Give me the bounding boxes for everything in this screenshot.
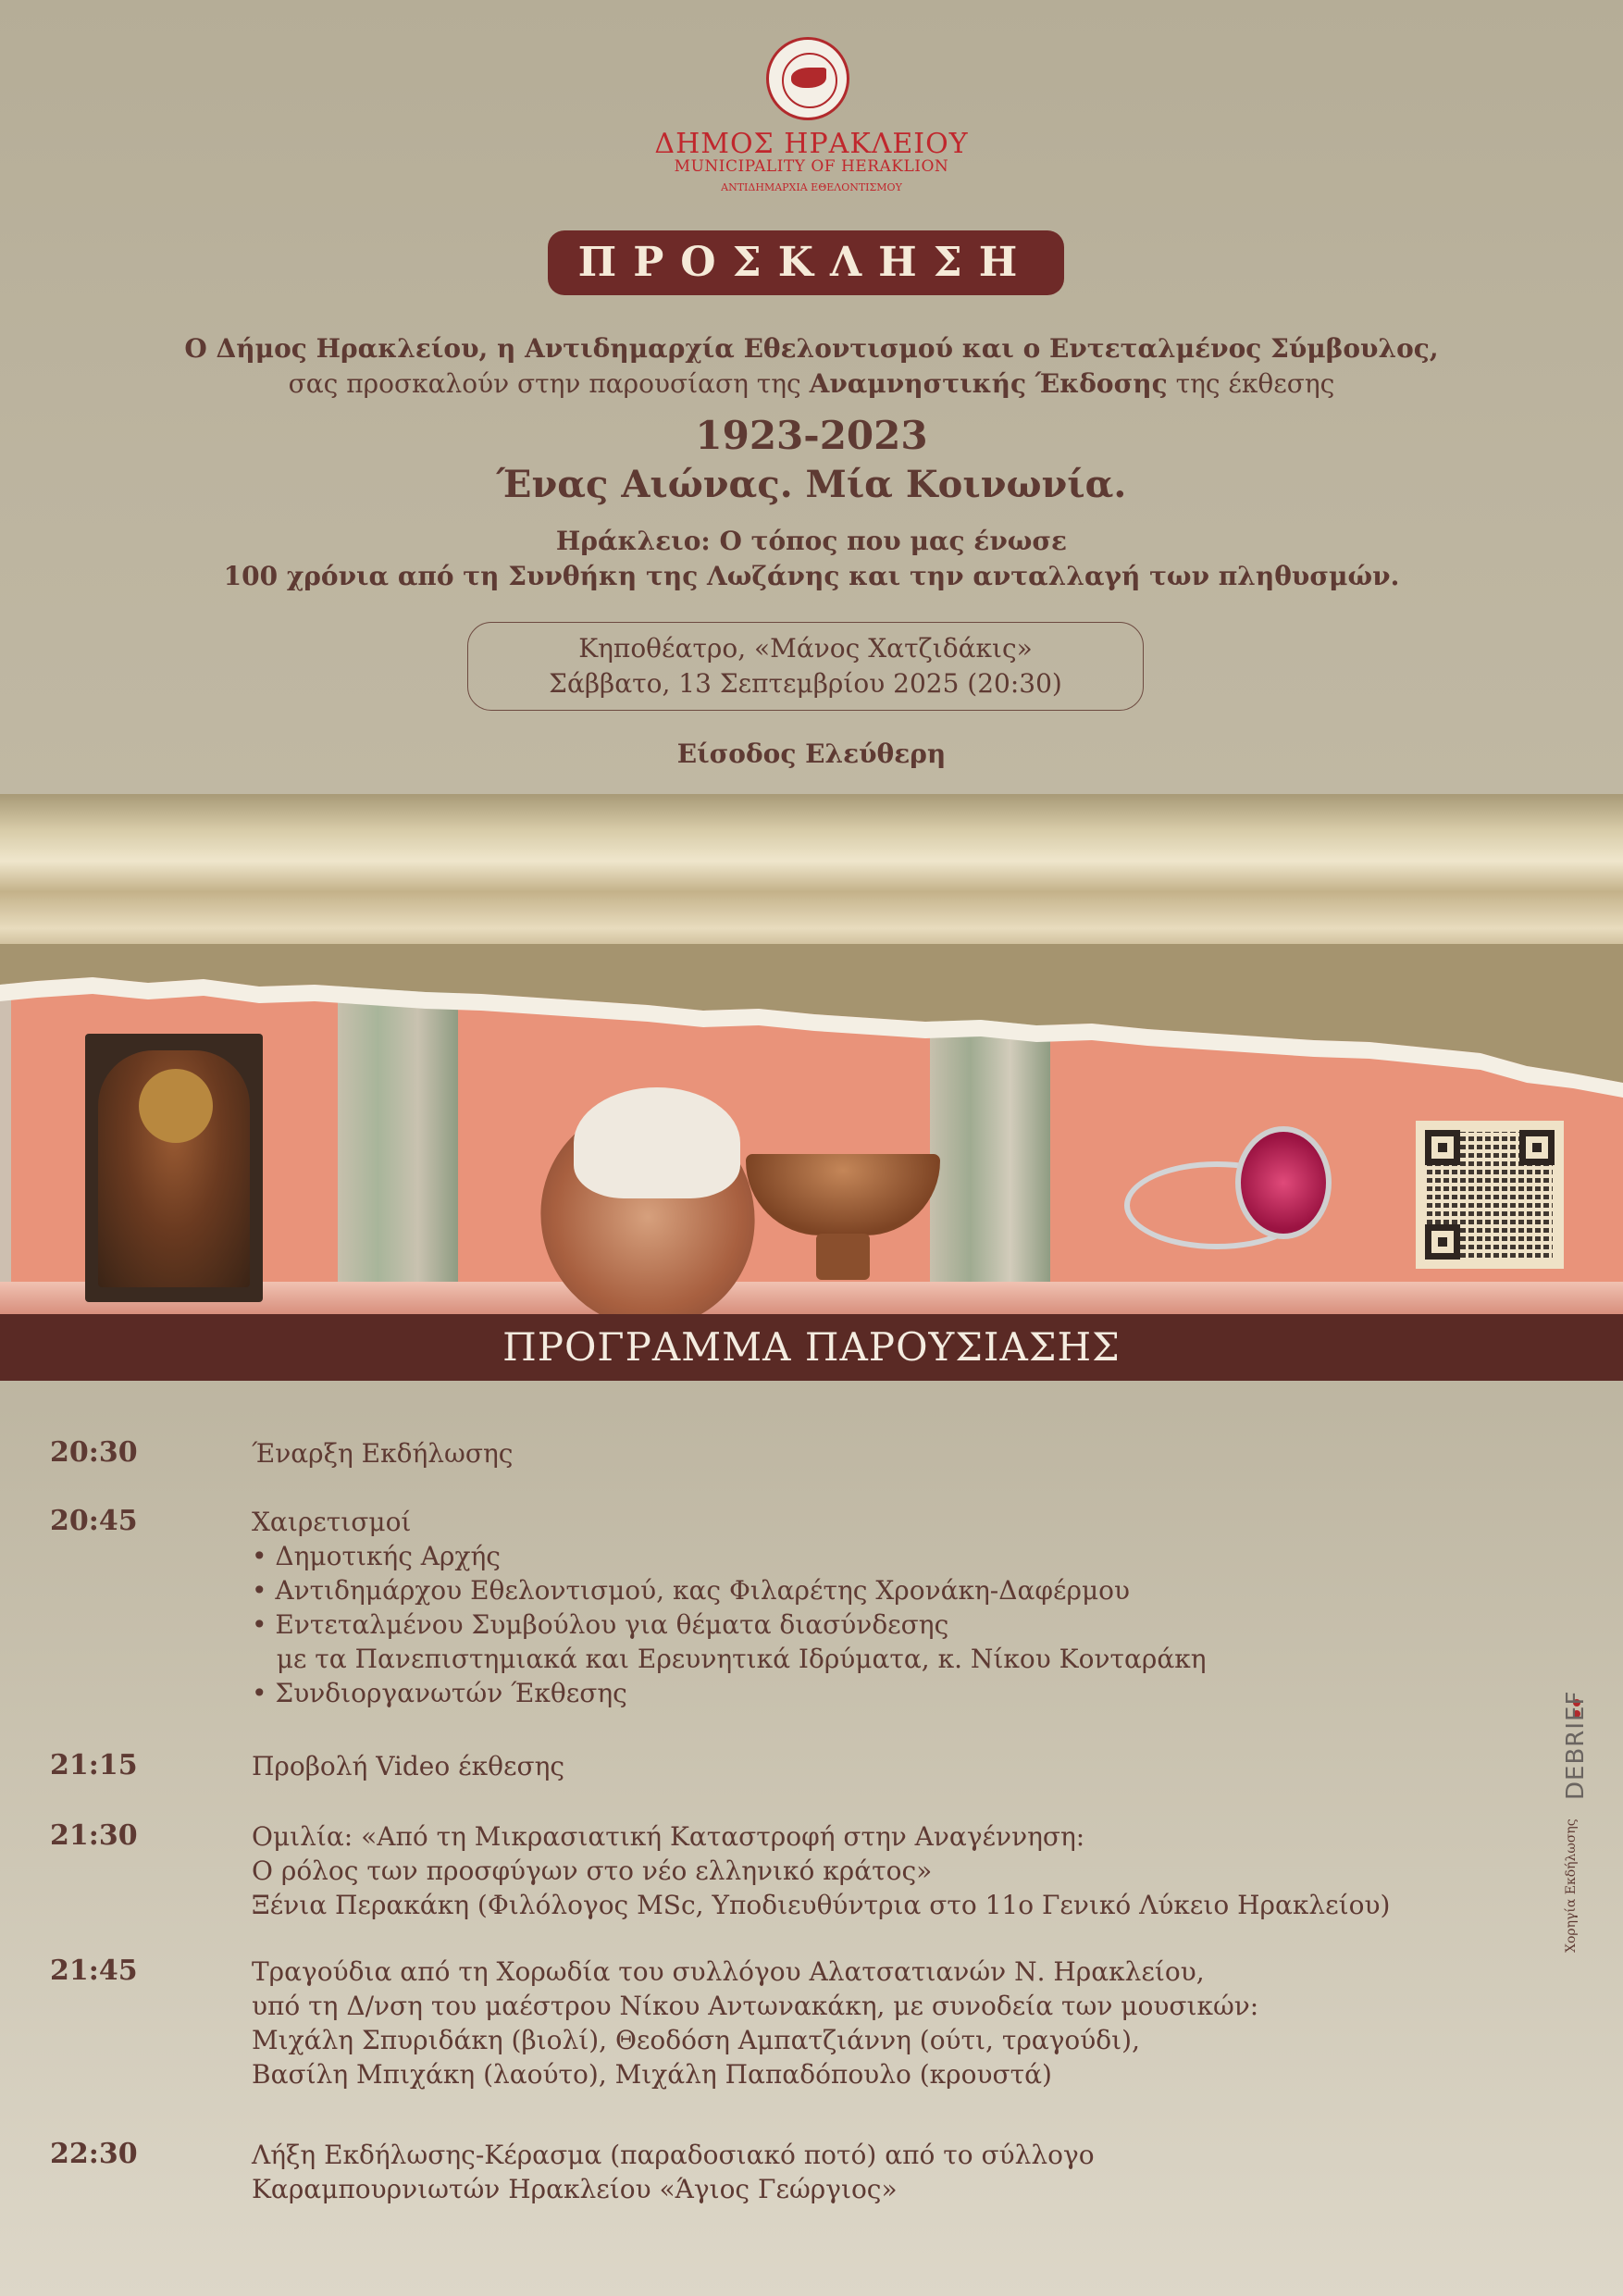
schedule-time: 20:30: [50, 1436, 138, 1469]
schedule-item: Χαιρετισμοί • Δημοτικής Αρχής • Αντιδημάρχου Εθελοντισμού, κας Φιλαρέτης Χρονάκη-Δαφέρμου • Εντεταλμένου Συμβούλου για θέματα διασύνδεσης με τα Πανεπιστημιακά και Ερευνητικά Ιδρύματα, κ. Νίκου Κονταράκη • Συνδιοργανωτών Έκθεσης: [252, 1507, 1207, 1708]
event-years: 1923-2023: [695, 413, 928, 458]
schedule-item: Προβολή Video έκθεσης: [252, 1751, 565, 1781]
municipality-logo-icon: [766, 37, 849, 120]
municipality-name-english: MUNICIPALITY OF HERAKLION: [674, 157, 949, 176]
sponsor-label: Χορηγία Εκδήλωσης: [1564, 1818, 1579, 1953]
schedule-item: Ομιλία: «Από τη Μικρασιατική Καταστροφή στην Αναγέννηση: Ο ρόλος των προσφύγων στο νέο ελληνικό κράτος» Ξένια Περακάκη (Φιλόλογος MSc, Υποδιευθύντρια στο 11ο Γενικό Λύκειο Ηρακλείου): [252, 1821, 1391, 1920]
schedule-item: Λήξη Εκδήλωσης-Κέρασμα (παραδοσιακό ποτό) από το σύλλογο Καραμπουρνιωτών Ηρακλείου «Άγιος Γεώργιος»: [252, 2140, 1095, 2204]
schedule-time: 20:45: [50, 1505, 138, 1537]
qr-code-icon[interactable]: [1416, 1121, 1564, 1269]
invitation-badge: ΠΡΟΣΚΛΗΣΗ: [548, 230, 1064, 295]
schedule-time: 21:45: [50, 1955, 138, 1987]
event-subtitle-2: 100 χρόνια από τη Συνθήκη της Λωζάνης και την ανταλλαγή των πληθυσμών.: [223, 561, 1400, 591]
event-datetime: Σάββατο, 13 Σεπτεμβρίου 2025 (20:30): [549, 668, 1062, 699]
schedule-time: 21:30: [50, 1819, 138, 1852]
copper-bowl-image: [746, 1154, 940, 1235]
schedule-time: 22:30: [50, 2138, 138, 2170]
program-title: ΠΡΟΓΡΑΜΜΑ ΠΑΡΟΥΣΙΑΣΗΣ: [502, 1324, 1121, 1370]
torn-paper-edge: [0, 944, 1623, 1129]
schedule-item: Έναρξη Εκδήλωσης: [252, 1438, 514, 1469]
event-subtitle-1: Ηράκλειο: Ο τόπος που μας ένωσε: [555, 526, 1068, 556]
intro-line-1: Ο Δήμος Ηρακλείου, η Αντιδημαρχία Εθελοντισμού και ο Εντεταλμένος Σύμβουλος,: [184, 333, 1439, 364]
municipality-name-greek: ΔΗΜΟΣ ΗΡΑΚΛΕΙΟΥ: [654, 128, 969, 160]
sponsor-logo: DEBRIEF: [1562, 1690, 1590, 1800]
intro-line-2: σας προσκαλούν στην παρουσίαση της Αναμνηστικής Έκδοσης της έκθεσης: [288, 368, 1335, 399]
department-name: ΑΝΤΙΔΗΜΑΡΧΙΑ ΕΘΕΛΟΝΤΙΣΜΟΥ: [721, 181, 902, 193]
event-motto: Ένας Αιώνας. Μία Κοινωνία.: [496, 463, 1127, 506]
venue-name: Κηποθέατρο, «Μάνος Χατζιδάκις»: [578, 633, 1033, 664]
free-entry-note: Είσοδος Ελεύθερη: [676, 738, 947, 769]
schedule-time: 21:15: [50, 1749, 138, 1781]
schedule-item: Τραγούδια από τη Χορωδία του συλλόγου Αλατσατιανών Ν. Ηρακλείου, υπό τη Δ/νση του μαέστρου Νίκου Αντωνακάκη, με συνοδεία των μουσικών: Μιχάλη Σπυριδάκη (βιολί), Θεοδόση Αμπατζιάννη (ούτι, τραγούδι), Βασίλη Μπιχάκη (λαούτο), Μιχάλη Παπαδόπουλο (κρουστά): [252, 1956, 1259, 2090]
